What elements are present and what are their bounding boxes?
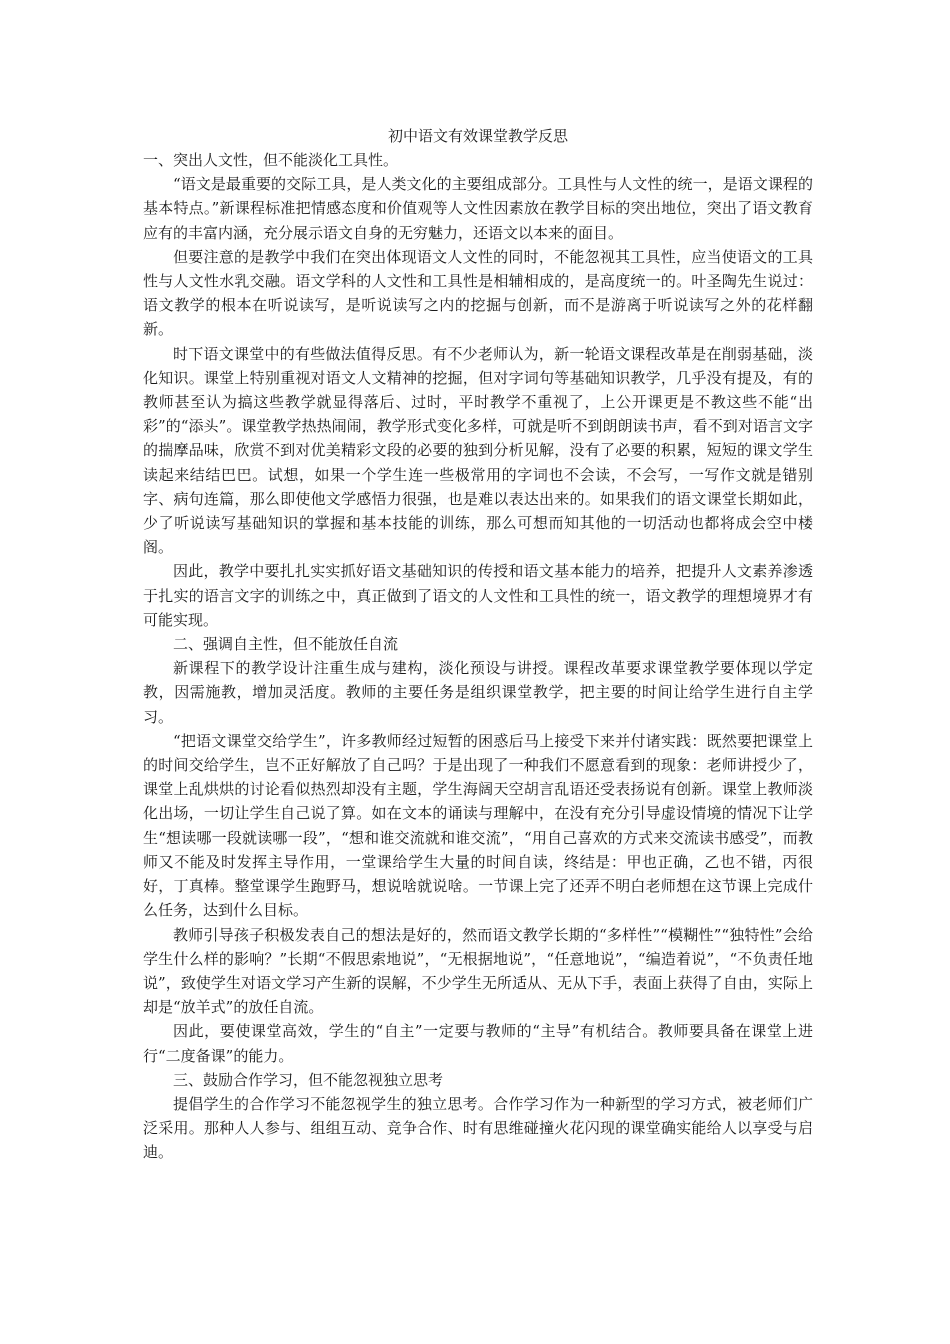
paragraph: 新课程下的教学设计注重生成与建构，淡化预设与讲授。课程改革要求课堂教学要体现以学定教，因需施教，增加灵活度。教师的主要任务是组织课堂教学，把主要的时间让给学生进行自主学习。 — [143, 659, 813, 726]
paragraph: 因此，教学中要扎扎实实抓好语文基础知识的传授和语文基本能力的培养，把提升人文素养渗透于扎实的语言文字的训练之中，真正做到了语文的人文性和工具性的统一，语文教学的理想境界才有可能实现。 — [143, 562, 813, 629]
section-heading-1: 一、突出人文性，但不能淡化工具性。 — [143, 151, 399, 169]
paragraph: 时下语文课堂中的有些做法值得反思。有不少老师认为，新一轮语文课程改革是在削弱基础，淡化知识。课堂上特别重视对语文人文精神的挖掘，但对字词句等基础知识教学，几乎没有提及，有的教师甚至认为搞这些教学就显得落后、过时，平时教学不重视了，上公开课更是不教这些不能“出彩”的“添头”。课堂教学热热闹闹，教学形式变化多样，可就是听不到朗朗读书声，看不到对语言文字的揣摩品味，欣赏不到对优美精彩文段的必要的独到分析见解，没有了必要的积累，短短的课文学生读起来结结巴巴。试想，如果一个学生连一些极常用的字词也不会读，不会写，一写作文就是错别字、病句连篇，那么即使他文学感悟力很强，也是难以表达出来的。如果我们的语文课堂长期如此，少了听说读写基础知识的掌握和基本技能的训练，那么可想而知其他的一切活动也都将成会空中楼阁。 — [143, 344, 813, 557]
document-body — [143, 124, 813, 1165]
paragraph: 教师引导孩子积极发表自己的想法是好的，然而语文教学长期的“多样性”“模糊性”“独特性”会给学生什么样的影响？”长期“不假思索地说”，“无根据地说”，“任意地说”，“编造着说”，“不负责任地说”，致使学生对语文学习产生新的误解，不少学生无所适从、无从下手，表面上获得了自由，实际上却是“放羊式”的放任自流。 — [143, 925, 813, 1017]
section-heading-2: 二、强调自主性，但不能放任自流 — [173, 635, 399, 654]
paragraph: 因此，要使课堂高效，学生的“自主”一定要与教师的“主导”有机结合。教师要具备在课堂上进行“二度备课”的能力。 — [143, 1022, 813, 1065]
paragraph: “把语文课堂交给学生”，许多教师经过短暂的困惑后马上接受下来并付诸实践：既然要把课堂上的时间交给学生，岂不正好解放了自己吗？于是出现了一种我们不愿意看到的现象：老师讲授少了，课堂上乱烘烘的讨论看似热烈却没有主题，学生海阔天空胡言乱语还受表扬说有创新。课堂上教师淡化出场，一切让学生自己说了算。如在文本的诵读与理解中，在没有充分引导虚设情境的情况下让学生“想读哪一段就读哪一段”，“想和谁交流就和谁交流”，“用自己喜欢的方式来交流读书感受”，而教师又不能及时发挥主导作用，一堂课给学生大量的时间自读，终结是：甲也正确，乙也不错，丙很好，丁真棒。整堂课学生跑野马，想说啥就说啥。一节课上完了还弄不明白老师想在这节课上完成什么任务，达到什么目标。 — [143, 731, 813, 920]
paragraph: 提倡学生的合作学习不能忽视学生的独立思考。合作学习作为一种新型的学习方式，被老师们广泛采用。那种人人参与、组组互动、竞争合作、时有思维碰撞火花闪现的课堂确实能给人以享受与启迪。 — [143, 1094, 813, 1162]
paragraph: “语文是最重要的交际工具，是人类文化的主要组成部分。工具性与人文性的统一，是语文课程的基本特点。”新课程标准把情感态度和价值观等人文性因素放在教学目标的突出地位，突出了语文教育应有的丰富内涵，充分展示语文自身的无穷魅力，还语文以本来的面目。 — [143, 175, 813, 242]
section-heading-3: 三、鼓励合作学习，但不能忽视独立思考 — [173, 1070, 444, 1089]
document-title: 初中语文有效课堂教学反思 — [387, 127, 568, 145]
paragraph: 但要注意的是教学中我们在突出体现语文人文性的同时，不能忽视其工具性，应当使语文的工具性与人文性水乳交融。语文学科的人文性和工具性是相辅相成的，是高度统一的。叶圣陶先生说过：语文教学的根本在听说读写，是听说读写之内的挖掘与创新，而不是游离于听说读写之外的花样翻新。 — [143, 247, 813, 339]
